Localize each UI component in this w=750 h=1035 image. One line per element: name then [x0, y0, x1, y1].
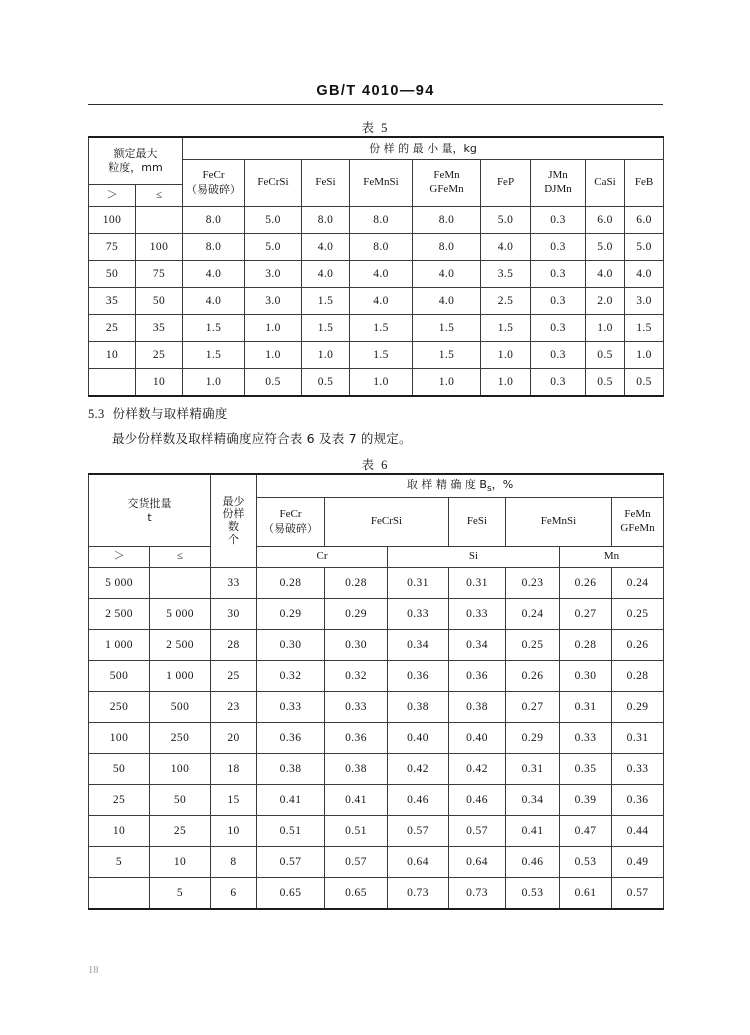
- table-row: [89, 661, 664, 692]
- cell-value: 3.0: [245, 288, 302, 315]
- table6-header-row-1: [89, 474, 664, 498]
- cell-value: 1.5: [350, 342, 413, 369]
- table-row: [89, 630, 664, 661]
- cell-value: 0.38: [388, 692, 449, 723]
- cell-range-le: 35: [136, 315, 183, 342]
- cell-value: 0.39: [560, 785, 612, 816]
- cell-value: 0.41: [506, 816, 560, 847]
- table6-col-le: ≤: [150, 547, 211, 568]
- cell-value: 0.51: [257, 816, 325, 847]
- table-row: [89, 692, 664, 723]
- table5-group-header: 份 样 的 最 小 量，kg: [183, 137, 664, 160]
- table5-caption: 表 5: [361, 121, 390, 135]
- cell-range-gt: 2 500: [89, 599, 150, 630]
- cell-range-gt: 35: [89, 288, 136, 315]
- cell-value: 1.0: [481, 369, 531, 397]
- table5-col-femn: FeMn GFeMn: [413, 160, 481, 207]
- cell-value: 1.5: [302, 315, 350, 342]
- cell-range-gt: 10: [89, 816, 150, 847]
- cell-range-le: 75: [136, 261, 183, 288]
- cell-value: 0.36: [325, 723, 388, 754]
- table5-col-le: ≤: [136, 185, 183, 207]
- cell-value: 0.34: [388, 630, 449, 661]
- cell-value: 8.0: [413, 234, 481, 261]
- table6-element-si: Si: [388, 547, 560, 568]
- cell-value: 0.31: [506, 754, 560, 785]
- cell-range-gt: 5 000: [89, 568, 150, 599]
- cell-range-le: [150, 568, 211, 599]
- cell-range-gt: 50: [89, 261, 136, 288]
- cell-value: 3.0: [245, 261, 302, 288]
- cell-range-gt: 1 000: [89, 630, 150, 661]
- cell-value: 1.5: [302, 288, 350, 315]
- cell-value: 0.57: [612, 878, 664, 910]
- cell-range-le: 50: [136, 288, 183, 315]
- cell-value: 0.57: [449, 816, 506, 847]
- table-row: [89, 785, 664, 816]
- cell-value: 3.5: [481, 261, 531, 288]
- cell-range-le: 5 000: [150, 599, 211, 630]
- cell-value: 0.57: [325, 847, 388, 878]
- cell-value: 8.0: [413, 207, 481, 234]
- cell-range-gt: 100: [89, 207, 136, 234]
- table-row: [89, 847, 664, 878]
- cell-range-gt: 25: [89, 785, 150, 816]
- cell-value: 0.30: [325, 630, 388, 661]
- cell-value: 0.3: [531, 207, 586, 234]
- table-row: [89, 754, 664, 785]
- cell-value: 6.0: [625, 207, 664, 234]
- cell-value: 2.0: [586, 288, 625, 315]
- cell-value: 0.28: [325, 568, 388, 599]
- table5-body: [89, 207, 664, 397]
- cell-range-le: 25: [136, 342, 183, 369]
- standard-number: GB/T 4010—94: [316, 83, 435, 99]
- cell-value: 1.0: [350, 369, 413, 397]
- cell-value: 0.32: [325, 661, 388, 692]
- cell-value: 0.33: [449, 599, 506, 630]
- cell-sample-count: 20: [211, 723, 257, 754]
- table-row: [89, 261, 664, 288]
- cell-sample-count: 28: [211, 630, 257, 661]
- cell-value: 4.0: [302, 234, 350, 261]
- cell-value: 0.61: [560, 878, 612, 910]
- cell-value: 0.53: [506, 878, 560, 910]
- cell-value: 5.0: [625, 234, 664, 261]
- cell-sample-count: 23: [211, 692, 257, 723]
- cell-range-le: 250: [150, 723, 211, 754]
- table6: [88, 473, 664, 910]
- cell-range-gt: 75: [89, 234, 136, 261]
- cell-value: 0.38: [257, 754, 325, 785]
- cell-value: 0.5: [586, 369, 625, 397]
- cell-value: 0.31: [560, 692, 612, 723]
- cell-value: 0.29: [506, 723, 560, 754]
- cell-value: 0.44: [612, 816, 664, 847]
- table-row: [89, 315, 664, 342]
- table5-col-fecr: FeCr （易破碎）: [183, 160, 245, 207]
- cell-sample-count: 15: [211, 785, 257, 816]
- cell-sample-count: 8: [211, 847, 257, 878]
- document-header: [88, 82, 663, 100]
- cell-sample-count: 18: [211, 754, 257, 785]
- cell-value: 8.0: [350, 234, 413, 261]
- cell-value: 1.0: [302, 342, 350, 369]
- cell-value: 0.53: [560, 847, 612, 878]
- cell-value: 0.36: [449, 661, 506, 692]
- cell-value: 0.65: [257, 878, 325, 910]
- table5-col-casi: CaSi: [586, 160, 625, 207]
- table6-body: [89, 568, 664, 910]
- table6-col-femn: FeMn GFeMn: [612, 498, 664, 547]
- table6-col-fesi: FeSi: [449, 498, 506, 547]
- table-row: [89, 207, 664, 234]
- cell-value: 0.29: [257, 599, 325, 630]
- cell-value: 0.41: [257, 785, 325, 816]
- table6-group-header-tail: ，%: [491, 477, 514, 491]
- cell-value: 1.5: [413, 315, 481, 342]
- cell-value: 0.33: [257, 692, 325, 723]
- table-row: [89, 568, 664, 599]
- cell-range-gt: 50: [89, 754, 150, 785]
- cell-range-le: 1 000: [150, 661, 211, 692]
- cell-value: 5.0: [586, 234, 625, 261]
- table6-col-fecr: FeCr （易破碎）: [257, 498, 325, 547]
- cell-range-le: 25: [150, 816, 211, 847]
- table6-element-mn: Mn: [560, 547, 664, 568]
- cell-value: 4.0: [183, 288, 245, 315]
- table6-col-femnsi: FeMnSi: [506, 498, 612, 547]
- cell-value: 0.73: [388, 878, 449, 910]
- cell-value: 0.57: [388, 816, 449, 847]
- cell-value: 0.33: [560, 723, 612, 754]
- cell-range-le: 10: [150, 847, 211, 878]
- cell-value: 0.36: [388, 661, 449, 692]
- cell-value: 0.46: [388, 785, 449, 816]
- cell-value: 0.40: [449, 723, 506, 754]
- table5-col-fep: FeP: [481, 160, 531, 207]
- cell-range-gt: 100: [89, 723, 150, 754]
- cell-range-le: 10: [136, 369, 183, 397]
- cell-value: 0.25: [506, 630, 560, 661]
- cell-value: 0.27: [506, 692, 560, 723]
- cell-value: 0.3: [531, 234, 586, 261]
- cell-value: 0.23: [506, 568, 560, 599]
- table-row: [89, 816, 664, 847]
- cell-value: 0.29: [325, 599, 388, 630]
- cell-range-le: 100: [136, 234, 183, 261]
- cell-value: 1.5: [481, 315, 531, 342]
- cell-range-le: 2 500: [150, 630, 211, 661]
- table5-left-title: 额定最大 粒度，mm: [89, 137, 183, 185]
- cell-sample-count: 10: [211, 816, 257, 847]
- cell-range-le: 100: [150, 754, 211, 785]
- cell-range-le: 50: [150, 785, 211, 816]
- cell-value: 0.3: [531, 288, 586, 315]
- cell-value: 0.38: [449, 692, 506, 723]
- cell-value: 0.3: [531, 342, 586, 369]
- cell-value: 4.0: [350, 288, 413, 315]
- table-row: [89, 599, 664, 630]
- table5-col-femnsi: FeMnSi: [350, 160, 413, 207]
- cell-value: 0.28: [560, 630, 612, 661]
- table6-left-title: 交货批量 t: [89, 474, 211, 547]
- cell-value: 0.33: [388, 599, 449, 630]
- cell-range-gt: 250: [89, 692, 150, 723]
- cell-value: 1.0: [481, 342, 531, 369]
- cell-range-gt: 500: [89, 661, 150, 692]
- cell-value: 0.57: [257, 847, 325, 878]
- cell-value: 0.5: [302, 369, 350, 397]
- cell-sample-count: 25: [211, 661, 257, 692]
- table6-header-row-3: [89, 547, 664, 568]
- cell-value: 0.28: [257, 568, 325, 599]
- cell-value: 0.36: [257, 723, 325, 754]
- cell-value: 0.31: [449, 568, 506, 599]
- cell-value: 0.3: [531, 369, 586, 397]
- cell-value: 6.0: [586, 207, 625, 234]
- cell-value: 0.38: [325, 754, 388, 785]
- cell-value: 2.5: [481, 288, 531, 315]
- cell-value: 0.42: [388, 754, 449, 785]
- section-5-3: [88, 404, 663, 447]
- cell-value: 3.0: [625, 288, 664, 315]
- cell-value: 8.0: [302, 207, 350, 234]
- cell-value: 4.0: [350, 261, 413, 288]
- cell-value: 0.64: [388, 847, 449, 878]
- section-5-3-heading: [88, 404, 663, 422]
- cell-value: 0.64: [449, 847, 506, 878]
- table5-header-row-1: [89, 137, 664, 160]
- cell-value: 0.3: [531, 261, 586, 288]
- cell-value: 1.5: [625, 315, 664, 342]
- cell-value: 0.26: [612, 630, 664, 661]
- section-number: 5.3: [88, 407, 105, 421]
- table5-block: [88, 118, 663, 397]
- cell-value: 0.42: [449, 754, 506, 785]
- cell-value: 5.0: [245, 207, 302, 234]
- table6-col-fecrsi: FeCrSi: [325, 498, 449, 547]
- table6-group-header-sub: s: [486, 482, 492, 494]
- cell-range-le: 500: [150, 692, 211, 723]
- cell-sample-count: 30: [211, 599, 257, 630]
- cell-value: 0.25: [612, 599, 664, 630]
- table-row: [89, 234, 664, 261]
- cell-value: 1.0: [183, 369, 245, 397]
- table5-col-feb: FeB: [625, 160, 664, 207]
- cell-value: 0.5: [625, 369, 664, 397]
- cell-sample-count: 33: [211, 568, 257, 599]
- table-row: [89, 369, 664, 397]
- cell-range-gt: 10: [89, 342, 136, 369]
- cell-value: 1.5: [183, 315, 245, 342]
- cell-value: 0.26: [506, 661, 560, 692]
- cell-range-le: [136, 207, 183, 234]
- cell-value: 4.0: [183, 261, 245, 288]
- cell-value: 4.0: [586, 261, 625, 288]
- cell-value: 8.0: [183, 207, 245, 234]
- cell-value: 0.73: [449, 878, 506, 910]
- cell-value: 0.3: [531, 315, 586, 342]
- table6-col-gt: ＞: [89, 547, 150, 568]
- page-number: 18: [88, 965, 99, 976]
- section-5-3-body: 最少份样数及取样精确度应符合表 6 及表 7 的规定。: [112, 431, 412, 446]
- cell-value: 0.33: [612, 754, 664, 785]
- table-row: [89, 342, 664, 369]
- cell-value: 1.0: [586, 315, 625, 342]
- table-row: [89, 723, 664, 754]
- cell-value: 1.0: [245, 342, 302, 369]
- cell-value: 0.41: [325, 785, 388, 816]
- cell-value: 5.0: [481, 207, 531, 234]
- cell-value: 0.33: [325, 692, 388, 723]
- cell-value: 4.0: [481, 234, 531, 261]
- cell-value: 1.0: [245, 315, 302, 342]
- table5: [88, 136, 664, 397]
- cell-value: 0.46: [449, 785, 506, 816]
- cell-value: 0.35: [560, 754, 612, 785]
- table6-count-header: 最少 份样 数 个: [211, 474, 257, 568]
- section-title: 份样数与取样精确度: [112, 406, 228, 421]
- cell-value: 1.5: [183, 342, 245, 369]
- cell-range-gt: 25: [89, 315, 136, 342]
- cell-value: 1.5: [413, 342, 481, 369]
- cell-value: 0.24: [506, 599, 560, 630]
- cell-sample-count: 6: [211, 878, 257, 910]
- cell-value: 0.31: [612, 723, 664, 754]
- cell-value: 0.31: [388, 568, 449, 599]
- cell-value: 4.0: [413, 261, 481, 288]
- table-row: [89, 878, 664, 910]
- cell-value: 4.0: [413, 288, 481, 315]
- cell-range-le: 5: [150, 878, 211, 910]
- cell-value: 0.34: [506, 785, 560, 816]
- cell-value: 0.49: [612, 847, 664, 878]
- cell-value: 1.0: [413, 369, 481, 397]
- cell-value: 0.46: [506, 847, 560, 878]
- cell-value: 0.24: [612, 568, 664, 599]
- cell-value: 4.0: [625, 261, 664, 288]
- cell-value: 0.5: [245, 369, 302, 397]
- table5-col-gt: ＞: [89, 185, 136, 207]
- cell-value: 8.0: [183, 234, 245, 261]
- cell-value: 0.5: [586, 342, 625, 369]
- table6-group-header: [257, 474, 664, 498]
- cell-value: 8.0: [350, 207, 413, 234]
- table6-block: [88, 455, 663, 910]
- cell-value: 1.0: [625, 342, 664, 369]
- cell-value: 0.47: [560, 816, 612, 847]
- cell-value: 4.0: [302, 261, 350, 288]
- header-rule: [88, 104, 663, 105]
- cell-value: 0.28: [612, 661, 664, 692]
- cell-value: 0.32: [257, 661, 325, 692]
- cell-value: 0.36: [612, 785, 664, 816]
- cell-value: 0.26: [560, 568, 612, 599]
- table-row: [89, 288, 664, 315]
- cell-value: 0.27: [560, 599, 612, 630]
- cell-value: 0.51: [325, 816, 388, 847]
- table5-col-fesi: FeSi: [302, 160, 350, 207]
- table6-caption: 表 6: [361, 458, 390, 472]
- cell-value: 0.30: [560, 661, 612, 692]
- table5-col-jmn: JMn DJMn: [531, 160, 586, 207]
- cell-range-gt: 5: [89, 847, 150, 878]
- cell-range-gt: [89, 878, 150, 910]
- cell-value: 0.29: [612, 692, 664, 723]
- cell-value: 0.30: [257, 630, 325, 661]
- table6-group-header-text: 取 样 精 确 度 B: [406, 477, 487, 491]
- cell-value: 1.5: [350, 315, 413, 342]
- table5-col-fecrsi: FeCrSi: [245, 160, 302, 207]
- table6-element-cr: Cr: [257, 547, 388, 568]
- cell-value: 0.34: [449, 630, 506, 661]
- cell-range-gt: [89, 369, 136, 397]
- cell-value: 0.40: [388, 723, 449, 754]
- cell-value: 5.0: [245, 234, 302, 261]
- cell-value: 0.65: [325, 878, 388, 910]
